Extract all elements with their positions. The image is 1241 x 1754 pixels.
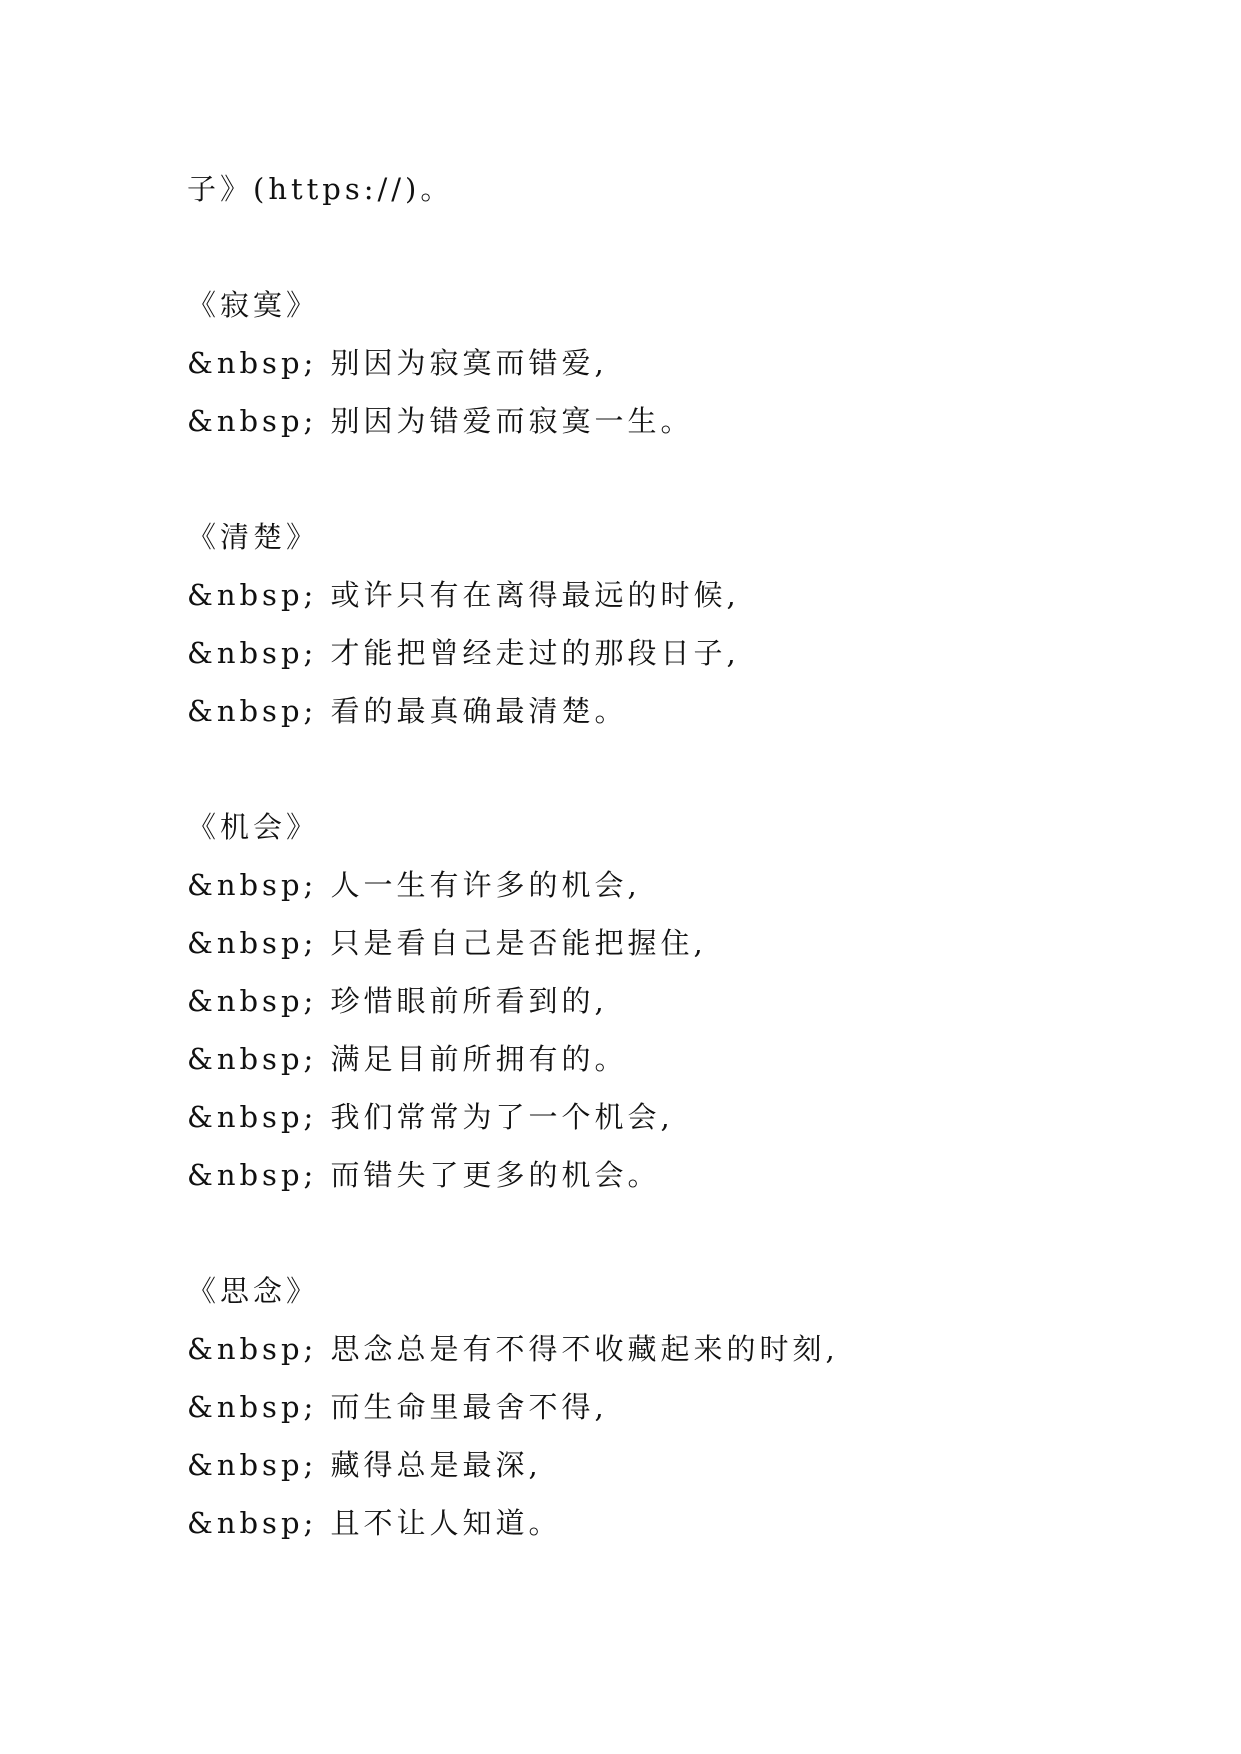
poem-line: &nbsp; 才能把曾经走过的那段日子, <box>187 636 740 670</box>
poem-line: &nbsp; 思念总是有不得不收藏起来的时刻, <box>187 1332 839 1366</box>
poem-line: &nbsp; 别因为错爱而寂寞一生。 <box>187 404 694 438</box>
intro-line: 子》(https://)。 <box>187 172 454 206</box>
poem-title: 《清楚》 <box>187 520 320 554</box>
poem-lonely <box>187 276 1087 450</box>
poem-line: &nbsp; 珍惜眼前所看到的, <box>187 984 608 1018</box>
poem-title: 《寂寞》 <box>187 288 320 322</box>
poem-title: 《思念》 <box>187 1274 320 1308</box>
document-body <box>187 160 1087 1552</box>
poem-line: &nbsp; 只是看自己是否能把握住, <box>187 926 707 960</box>
poem-longing <box>187 1262 1087 1552</box>
poem-line: &nbsp; 而错失了更多的机会。 <box>187 1158 661 1192</box>
poem-line: &nbsp; 或许只有在离得最远的时候, <box>187 578 740 612</box>
poem-line: &nbsp; 看的最真确最清楚。 <box>187 694 628 728</box>
poem-line: &nbsp; 而生命里最舍不得, <box>187 1390 608 1424</box>
poem-line: &nbsp; 人一生有许多的机会, <box>187 868 641 902</box>
poem-clear <box>187 508 1087 740</box>
poem-line: &nbsp; 别因为寂寞而错爱, <box>187 346 608 380</box>
poem-title: 《机会》 <box>187 810 320 844</box>
poem-line: &nbsp; 藏得总是最深, <box>187 1448 542 1482</box>
poem-line: &nbsp; 我们常常为了一个机会, <box>187 1100 674 1134</box>
poem-opportunity <box>187 798 1087 1204</box>
poem-line: &nbsp; 且不让人知道。 <box>187 1506 562 1540</box>
poem-line: &nbsp; 满足目前所拥有的。 <box>187 1042 628 1076</box>
